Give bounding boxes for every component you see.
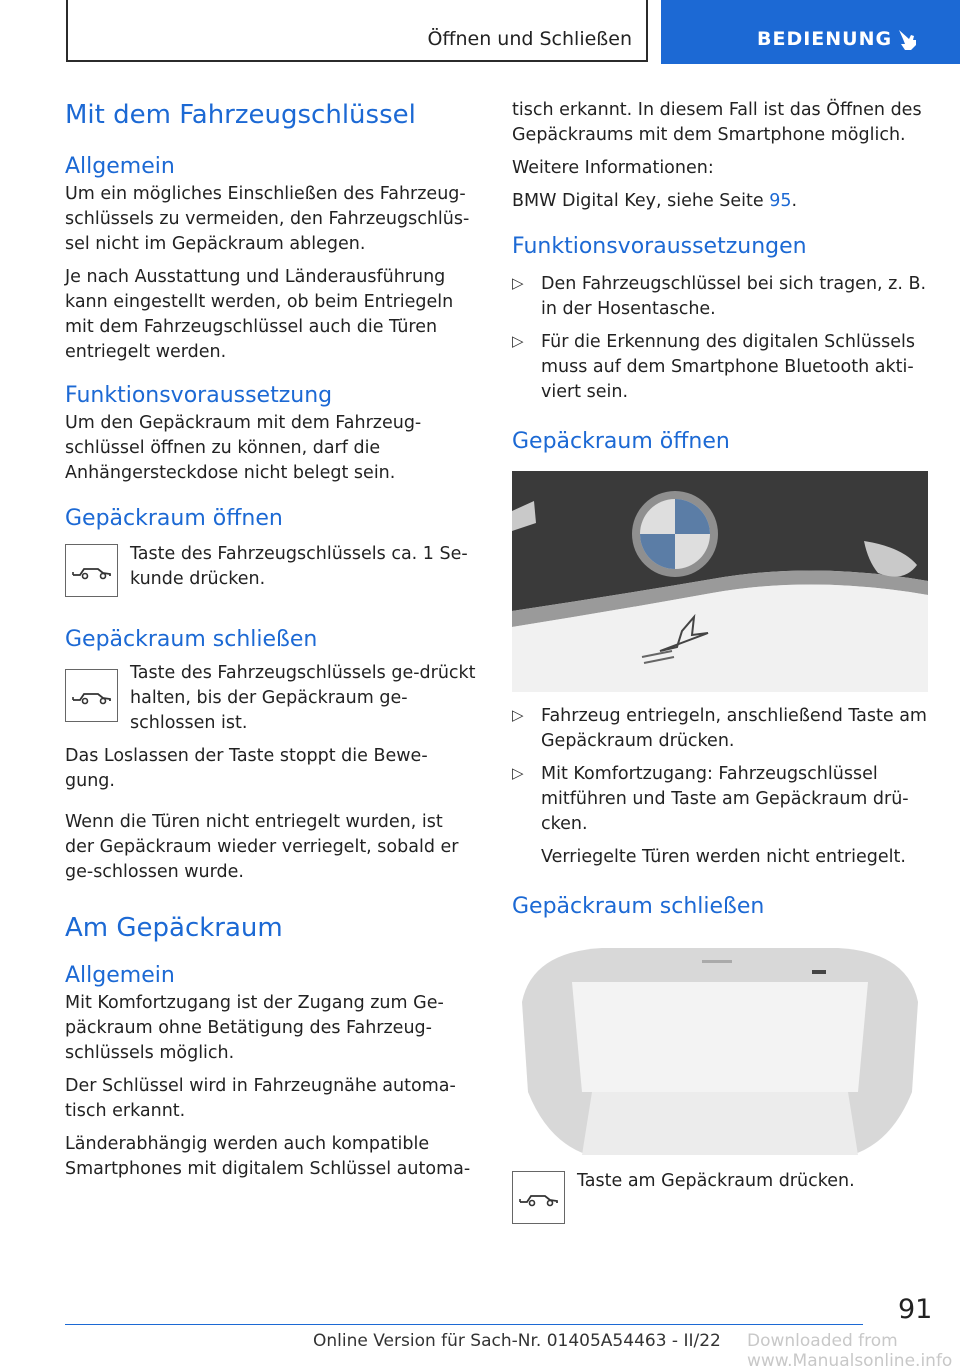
cross-reference: [512, 189, 928, 214]
paragraph: Wenn die Türen nicht entriegelt wurden, ist der Gepäckraum wieder verriegelt, sobald er ge-schlossen wurde.: [65, 812, 459, 882]
heading-funktionsvoraussetzung: Funktionsvoraussetzung: [65, 383, 333, 408]
page-link[interactable]: 95: [769, 191, 792, 211]
heading-gepaeckraum-schliessen: Gepäckraum schließen: [65, 627, 318, 652]
right-column: [512, 98, 928, 1224]
car-trunk-key-icon: [65, 544, 118, 597]
paragraph: Länderabhängig werden auch kompatible Smartphones mit digitalem Schlüssel automa-: [65, 1134, 471, 1179]
left-column: [65, 98, 477, 1182]
list-item: [512, 330, 928, 405]
key-instruction-text: Taste des Fahrzeugschlüssels ge-drückt halten, bis der Gepäckraum ge-schlossen ist.: [130, 663, 476, 733]
list-item-text: Für die Erkennung des digitalen Schlüssels muss auf dem Smartphone Bluetooth akti-viert sein.: [541, 332, 915, 402]
trunk-button-photo: [512, 471, 928, 692]
heading-gepaeckraum-oeffnen: Gepäckraum öffnen: [512, 429, 730, 454]
header-section-box: [66, 0, 648, 62]
triangle-bullet-icon: ▷: [512, 332, 524, 350]
footer-online-version: Online Version für Sach-Nr. 01405A54463 - II/22: [313, 1331, 721, 1351]
key-instruction-open: [65, 542, 477, 597]
car-trunk-key-icon: [512, 1171, 565, 1224]
header-tab-bedienung[interactable]: [661, 0, 960, 64]
paragraph: Je nach Ausstattung und Länderausführung kann eingestellt werden, ob beim Entriegeln mit dem Fahrzeugschlüssel auch die Türen entriegelt werden.: [65, 267, 454, 362]
header-section-title: Öffnen und Schließen: [427, 28, 632, 50]
header-tab-label: BEDIENUNG: [757, 28, 893, 50]
section-title-am-gepaeckraum: Am Gepäckraum: [65, 913, 283, 943]
page-number: 91: [898, 1294, 933, 1325]
paragraph: tisch erkannt. In diesem Fall ist das Öffnen des Gepäckraums mit dem Smartphone möglich.: [512, 100, 922, 145]
paragraph: Das Loslassen der Taste stoppt die Bewe-gung.: [65, 746, 428, 791]
triangle-bullet-icon: ▷: [512, 274, 524, 292]
key-instruction-close-trunk: [512, 1169, 928, 1224]
list-item-text: Fahrzeug entriegeln, anschließend Taste am Gepäckraum drücken.: [541, 706, 927, 751]
list-item: [512, 272, 928, 322]
paragraph: Mit Komfortzugang ist der Zugang zum Ge-päckraum ohne Betätigung des Fahrzeug-schlüssels möglich.: [65, 993, 444, 1063]
heading-funktionsvoraussetzungen: Funktionsvoraussetzungen: [512, 234, 807, 259]
heading-gepaeckraum-oeffnen: Gepäckraum öffnen: [65, 506, 283, 531]
triangle-bullet-icon: ▷: [512, 706, 524, 724]
triangle-bullet-icon: ▷: [512, 764, 524, 782]
list-item-text: Mit Komfortzugang: Fahrzeugschlüssel mitführen und Taste am Gepäckraum drü-cken.: [541, 764, 909, 834]
paragraph: Weitere Informationen:: [512, 158, 714, 178]
pointing-hand-icon: [895, 26, 921, 52]
heading-gepaeckraum-schliessen: Gepäckraum schließen: [512, 894, 765, 919]
list-item-text: Den Fahrzeugschlüssel bei sich tragen, z. B. in der Hosentasche.: [541, 274, 927, 319]
paragraph: Der Schlüssel wird in Fahrzeugnähe automa-tisch erkannt.: [65, 1076, 456, 1121]
heading-allgemein: Allgemein: [65, 963, 175, 988]
watermark: Downloaded from www.Manualsonline.info: [747, 1331, 953, 1371]
key-instruction-text: Taste des Fahrzeugschlüssels ca. 1 Se-kunde drücken.: [130, 544, 468, 589]
paragraph: Um den Gepäckraum mit dem Fahrzeug-schlüssel öffnen zu können, darf die Anhängersteckdose nicht belegt sein.: [65, 413, 422, 483]
open-trunk-photo: [512, 942, 928, 1155]
key-instruction-text: Taste am Gepäckraum drücken.: [577, 1171, 855, 1191]
paragraph: Um ein mögliches Einschließen des Fahrzeug-schlüssels zu vermeiden, den Fahrzeugschlüs-sel nicht im Gepäckraum ablegen.: [65, 184, 470, 254]
cross-reference-end: .: [791, 191, 798, 211]
paragraph-note: Verriegelte Türen werden nicht entriegelt.: [541, 847, 906, 867]
footer-divider: [65, 1324, 863, 1325]
list-item: [512, 704, 928, 754]
heading-allgemein: Allgemein: [65, 154, 175, 179]
car-trunk-key-icon: [65, 669, 118, 722]
list-item: [512, 762, 928, 837]
cross-reference-text: BMW Digital Key, siehe Seite: [512, 191, 770, 211]
key-instruction-close: [65, 661, 477, 736]
section-title-fahrzeugschluessel: Mit dem Fahrzeugschlüssel: [65, 100, 416, 130]
